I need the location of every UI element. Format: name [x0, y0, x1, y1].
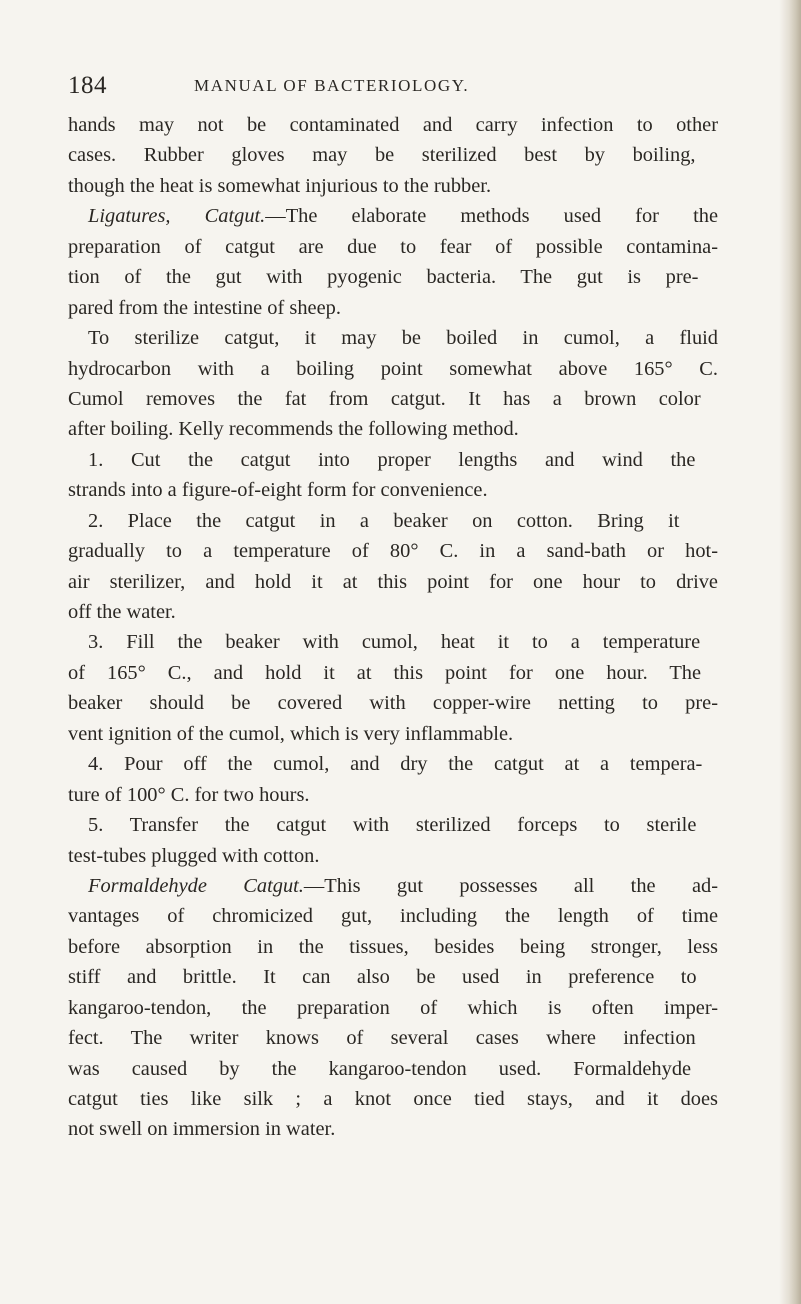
- text-line: [68, 1114, 718, 1144]
- text-run: 3. Fill the beaker with cumol, heat it to a temperature: [88, 631, 701, 654]
- text-line: [68, 232, 718, 262]
- text-run: To sterilize catgut, it may be boiled in cumol, a fluid: [88, 327, 718, 350]
- text-run: vantages of chromicized gut, including the length of time: [68, 905, 718, 928]
- text-run: stiff and brittle. It can also be used in preference to: [68, 966, 697, 989]
- text-run: 4. Pour off the cumol, and dry the catgut at a tempera-: [88, 753, 703, 776]
- section-heading: Ligatures, Catgut.: [88, 205, 266, 228]
- text-run: off the water.: [68, 601, 176, 623]
- text-run: though the heat is somewhat injurious to the rubber.: [68, 174, 492, 197]
- text-line: [68, 901, 718, 931]
- text-run: of 165° C., and hold it at this point for one hour. The: [68, 661, 702, 684]
- text-run: test-tubes plugged with cotton.: [68, 844, 320, 867]
- page-header: [68, 72, 708, 112]
- text-line: [68, 688, 718, 718]
- text-run: preparation of catgut are due to fear of possible contamina-: [68, 235, 718, 258]
- text-run: catgut ties like silk ; a knot once tied stays, and it does: [68, 1088, 718, 1110]
- text-run: 5. Transfer the catgut with sterilized forceps to sterile: [88, 814, 697, 837]
- text-run: hands may not be contaminated and carry infection to other: [68, 114, 718, 136]
- text-line: [68, 171, 718, 201]
- text-run: —This gut possesses all the ad-: [303, 874, 718, 897]
- text-line: [68, 506, 718, 536]
- text-run: before absorption in the tissues, besides being stronger, less: [68, 935, 718, 958]
- text-line: [68, 749, 718, 779]
- text-line: [68, 414, 718, 444]
- section-heading: Formaldehyde Catgut.: [88, 874, 304, 897]
- text-run: fect. The writer knows of several cases where infection: [68, 1027, 696, 1050]
- text-run: vent ignition of the cumol, which is very inflammable.: [68, 722, 514, 745]
- page-number: 184: [68, 72, 107, 99]
- text-line: [68, 536, 718, 566]
- text-line: [68, 1023, 718, 1053]
- text-run: 2. Place the catgut in a beaker on cotton. Bring it: [88, 509, 680, 532]
- text-line: [68, 475, 718, 505]
- text-run: beaker should be covered with copper-wire netting to pre-: [68, 692, 718, 715]
- text-line: [68, 719, 718, 749]
- text-run: tion of the gut with pyogenic bacteria. The gut is pre-: [68, 266, 699, 289]
- text-line: [68, 627, 718, 657]
- text-run: Cumol removes the fat from catgut. It has a brown color: [68, 387, 701, 410]
- text-run: 1. Cut the catgut into proper lengths and wind the: [88, 448, 696, 471]
- text-line: [68, 780, 718, 810]
- text-run: hydrocarbon with a boiling point somewhat above 165° C.: [68, 357, 718, 380]
- running-title: MANUAL OF BACTERIOLOGY.: [194, 76, 470, 95]
- text-run: cases. Rubber gloves may be sterilized best by boiling,: [68, 144, 696, 167]
- text-run: after boiling. Kelly recommends the following method.: [68, 418, 519, 441]
- text-run: kangaroo-tendon, the preparation of which is often imper-: [68, 996, 718, 1019]
- text-run: not swell on immersion in water.: [68, 1118, 336, 1141]
- text-line: [68, 962, 718, 992]
- text-line: [68, 597, 718, 627]
- text-line: [68, 140, 718, 170]
- page-edge-shadow: [779, 0, 801, 1304]
- body-text: [68, 110, 718, 1145]
- text-line: [68, 323, 718, 353]
- text-line: [68, 810, 718, 840]
- text-line: [68, 354, 718, 384]
- text-line: [68, 201, 718, 231]
- text-line: [68, 658, 718, 688]
- text-run: was caused by the kangaroo-tendon used. Formaldehyde: [68, 1057, 692, 1080]
- text-line: [68, 1084, 718, 1114]
- text-line: [68, 293, 718, 323]
- text-line: [68, 993, 718, 1023]
- text-line: [68, 871, 718, 901]
- text-run: strands into a figure-of-eight form for convenience.: [68, 479, 488, 502]
- text-line: [68, 110, 718, 140]
- text-line: [68, 932, 718, 962]
- text-line: [68, 1054, 718, 1084]
- text-run: pared from the intestine of sheep.: [68, 296, 341, 319]
- text-line: [68, 445, 718, 475]
- text-line: [68, 384, 718, 414]
- text-line: [68, 567, 718, 597]
- text-line: [68, 262, 718, 292]
- text-run: —The elaborate methods used for the: [265, 205, 719, 228]
- text-run: gradually to a temperature of 80° C. in a sand-bath or hot-: [68, 540, 718, 563]
- text-run: air sterilizer, and hold it at this point for one hour to drive: [68, 570, 718, 593]
- text-line: [68, 841, 718, 871]
- text-run: ture of 100° C. for two hours.: [68, 783, 310, 806]
